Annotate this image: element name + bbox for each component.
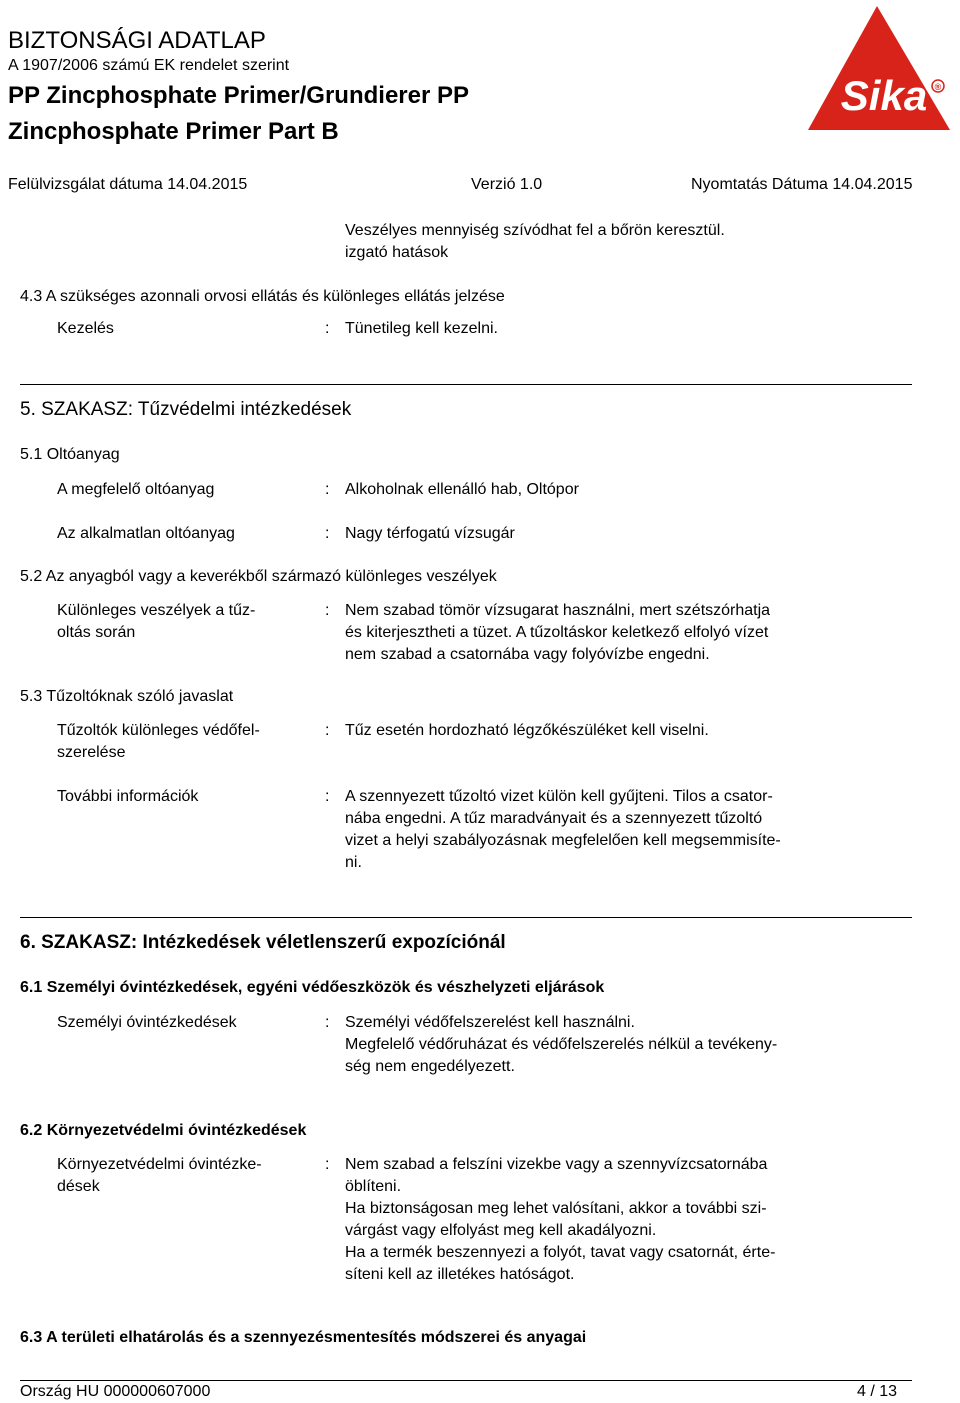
label-line: dések [57,1178,100,1195]
subsection-4-3-title: 4.3 A szükséges azonnali orvosi ellátás és különleges ellátás jelzése [20,288,505,305]
colon-separator: : [325,788,330,805]
colon-separator: : [325,1156,330,1173]
section-divider [20,384,912,385]
value-line: Ha a termék beszennyezi a folyót, tavat vagy csatornát, érte- [345,1244,776,1261]
value-line: Nem szabad tömör vízsugarat használni, mert szétszórhatja [345,602,771,619]
value-line: ség nem engedélyezett. [345,1058,515,1075]
value-line: A szennyezett tűzoltó vizet külön kell gyűjteni. Tilos a csator- [345,788,773,805]
colon-separator: : [325,722,330,739]
personal-precautions-value [345,1012,777,1078]
further-info-label: További információk [57,788,199,805]
value-line: várgást vagy elfolyást meg kell akadályozni. [345,1222,657,1239]
subsection-5-2-title: 5.2 Az anyagból vagy a keverékből származó különleges veszélyek [20,568,497,585]
colon-separator: : [325,525,330,542]
environmental-precautions-value [345,1154,775,1286]
section-4-2-continuation [345,220,725,264]
special-hazards-value [345,600,770,666]
footer-divider [20,1380,912,1381]
value-line: Megfelelő védőruházat és védőfelszerelés nélkül a tevékeny- [345,1036,778,1053]
version: Verzió 1.0 [471,176,543,193]
continuation-line: izgató hatások [345,244,449,261]
value-line: ni. [345,854,362,871]
product-name-line2: Zincphosphate Primer Part B [8,118,339,145]
subsection-5-3-title: 5.3 Tűzoltóknak szóló javaslat [20,688,234,705]
treatment-label: Kezelés [57,320,114,337]
revision-date: Felülvizsgálat dátuma 14.04.2015 [8,176,248,193]
protective-equipment-value: Tűz esetén hordozható légzőkészüléket kell viselni. [345,722,709,739]
value-line: Ha biztonságosan meg lehet valósítani, akkor a további szi- [345,1200,767,1217]
environmental-precautions-label [57,1154,262,1198]
product-name-line1: PP Zincphosphate Primer/Grundierer PP [8,82,470,109]
label-line: oltás során [57,624,136,641]
value-line: síteni kell az illetékes hatóságot. [345,1266,575,1283]
value-line: nem szabad a csatornába vagy folyóvízbe engedni. [345,646,710,663]
colon-separator: : [325,320,330,337]
logo-text: Sika [840,72,928,119]
label-line: Környezetvédelmi óvintézke- [57,1156,262,1173]
subsection-6-2-title: 6.2 Környezetvédelmi óvintézkedések [20,1122,307,1139]
value-line: Nem szabad a felszíni vizekbe vagy a szennyvízcsatornába [345,1156,768,1173]
colon-separator: : [325,602,330,619]
print-date: Nyomtatás Dátuma 14.04.2015 [691,176,913,193]
value-line: nába engedni. A tűz maradványait és a szennyezett tűzoltó [345,810,763,827]
treatment-value: Tünetileg kell kezelni. [345,320,498,337]
colon-separator: : [325,481,330,498]
continuation-line: Veszélyes mennyiség szívódhat fel a bőrön keresztül. [345,222,725,239]
sika-logo [804,4,954,132]
label-line: Különleges veszélyek a tűz- [57,602,256,619]
subsection-6-3-title: 6.3 A területi elhatárolás és a szennyezésmentesítés módszerei és anyagai [20,1329,587,1346]
value-line: és kiterjesztheti a tüzet. A tűzoltáskor keletkező elfolyó vízet [345,624,769,641]
colon-separator: : [325,1014,330,1031]
label-line: Tűzoltók különleges védőfel- [57,722,260,739]
regulation-note: A 1907/2006 számú EK rendelet szerint [8,57,290,74]
value-line: öblíteni. [345,1178,402,1195]
unsuitable-media-value: Nagy térfogatú vízsugár [345,525,515,542]
label-line: szerelése [57,744,126,761]
special-hazards-label [57,600,255,644]
section-6-title: 6. SZAKASZ: Intézkedések véletlenszerű expozíciónál [20,932,506,953]
value-line: vizet a helyi szabályozásnak megfelelően kell megsemmisíte- [345,832,781,849]
suitable-media-value: Alkoholnak ellenálló hab, Oltópor [345,481,579,498]
logo-registered: ® [934,82,942,92]
section-divider [20,917,912,918]
suitable-media-label: A megfelelő oltóanyag [57,481,215,498]
footer-country-code: Ország HU 000000607000 [20,1383,211,1400]
unsuitable-media-label: Az alkalmatlan oltóanyag [57,525,235,542]
subsection-6-1-title: 6.1 Személyi óvintézkedések, egyéni védőeszközök és vészhelyzeti eljárások [20,979,605,996]
protective-equipment-label [57,720,260,764]
footer-page-number: 4 / 13 [857,1383,898,1400]
section-5-title: 5. SZAKASZ: Tűzvédelmi intézkedések [20,399,352,420]
further-info-value [345,786,781,874]
personal-precautions-label: Személyi óvintézkedések [57,1014,237,1031]
value-line: Személyi védőfelszerelést kell használni. [345,1014,635,1031]
document-title: BIZTONSÁGI ADATLAP [8,27,266,54]
subsection-5-1-title: 5.1 Oltóanyag [20,446,120,463]
